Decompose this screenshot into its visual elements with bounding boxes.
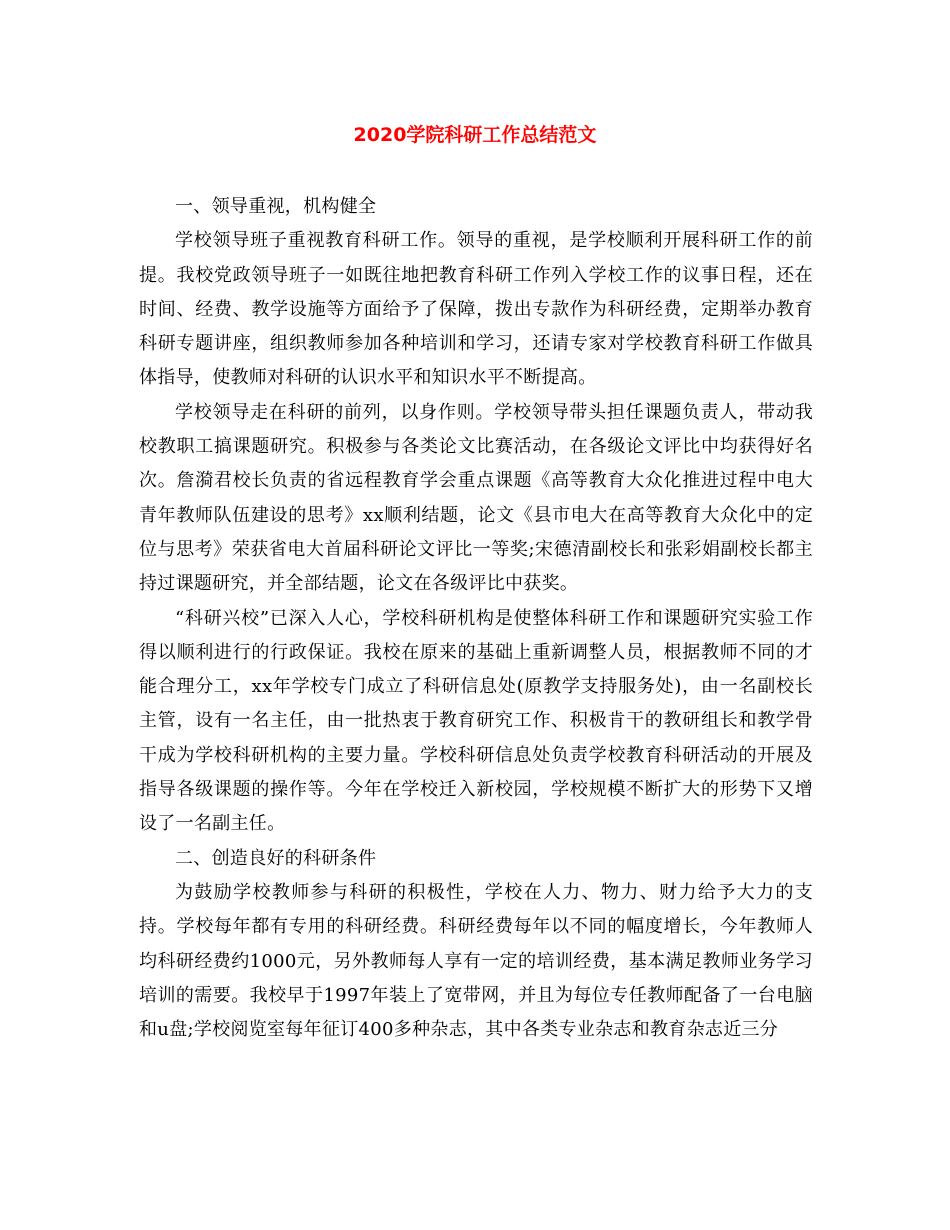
document-body — [139, 190, 813, 1047]
document-title: 2020学院科研工作总结范文 — [353, 124, 597, 146]
section-heading-1: 一、领导重视，机构健全 — [175, 196, 377, 217]
paragraph-1: 学校领导班子重视教育科研工作。领导的重视，是学校顺利开展科研工作的前提。我校党政领导班子一如既往地把教育科研工作列入学校工作的议事日程，还在时间、经费、教学设施等方面给予了保障，拨出专款作为科研经费，定期举办教育科研专题讲座，组织教师参加各种培训和学习，还请专家对学校教育科研工作做具体指导，使教师对科研的认识水平和知识水平不断提高。 — [139, 230, 813, 389]
paragraph-2: 学校领导走在科研的前列，以身作则。学校领导带头担任课题负责人，带动我校教职工搞课题研究。积极参与各类论文比赛活动，在各级论文评比中均获得好名次。詹漪君校长负责的省远程教育学会重点课题《高等教育大众化推进过程中电大青年教师队伍建设的思考》xx顺利结题，论文《县市电大在高等教育大众化中的定位与思考》荣获省电大首届科研论文评比一等奖;宋德清副校长和张彩娟副校长都主持过课题研究，并全部结题，论文在各级评比中获奖。 — [139, 401, 813, 595]
paragraph-4: 为鼓励学校教师参与科研的积极性，学校在人力、物力、财力给予大力的支持。学校每年都有专用的科研经费。科研经费每年以不同的幅度增长，今年教师人均科研经费约1000元，另外教师每人享有一定的培训经费，基本满足教师业务学习培训的需要。我校早于1997年装上了宽带网，并且为每位专任教师配备了一台电脑和u盘;学校阅览室每年征订400多种杂志，其中各类专业杂志和教育杂志近三分 — [139, 881, 813, 1041]
section-heading-2: 二、创造良好的科研条件 — [175, 847, 377, 869]
paragraph-3: “科研兴校”已深入人心，学校科研机构是使整体科研工作和课题研究实验工作得以顺利进行的行政保证。我校在原来的基础上重新调整人员，根据教师不同的才能合理分工，xx年学校专门成立了科研信息处(原教学支持服务处)，由一名副校长主管，设有一名主任，由一批热衷于教育研究工作、积极肯干的教研组长和教学骨干成为学校科研机构的主要力量。学校科研信息处负责学校教育科研活动的开展及指导各级课题的操作等。今年在学校迁入新校园，学校规模不断扩大的形势下又增设了一名副主任。 — [139, 607, 813, 835]
